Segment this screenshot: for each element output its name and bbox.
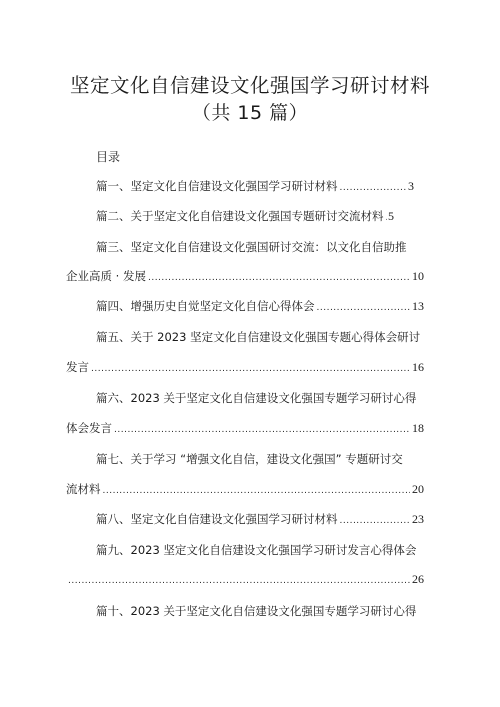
leader-dots <box>148 273 410 283</box>
toc-entry-2[interactable] <box>96 208 394 224</box>
toc-entry-page: 13 <box>412 299 424 313</box>
leader-dots <box>91 364 410 374</box>
toc-entry-5-line1[interactable]: 篇五、关于 2023 坚定文化自信建设文化强国专题心得体会研讨 <box>96 330 421 344</box>
toc-entry-9-line1[interactable]: 篇九、2023 坚定文化自信建设文化强国学习研讨发言心得体会 <box>96 543 417 557</box>
toc-entry-page: 5 <box>388 209 394 223</box>
leader-dots <box>386 213 387 223</box>
toc-entry-title: 篇八、坚定文化自信建设文化强国学习研讨材料 <box>96 512 338 526</box>
toc-entry-title: 体会发言 <box>66 421 112 435</box>
toc-entry-page: 18 <box>412 421 424 435</box>
leader-dots <box>340 183 407 193</box>
toc-entry-page: 3 <box>408 179 414 193</box>
toc-entry-page: 23 <box>412 512 424 526</box>
toc-entry-6-line1[interactable]: 篇六、2023 关于坚定文化自信建设文化强国专题学习研讨心得 <box>96 391 417 405</box>
toc-entry-title: 篇一、坚定文化自信建设文化强国学习研讨材料 <box>96 179 338 193</box>
toc-entry-title: 流材料 <box>66 482 101 496</box>
toc-entry-4[interactable] <box>96 298 424 314</box>
toc-entry-8[interactable] <box>96 511 424 527</box>
toc-entry-title: 发言 <box>66 360 89 374</box>
toc-entry-title: 篇四、增强历史自觉坚定文化自信心得体会 <box>96 299 315 313</box>
leader-dots <box>68 576 410 586</box>
toc-entry-7-line1[interactable]: 篇七、关于学习 “增强文化自信，建设文化强国” 专题研讨交 <box>96 452 403 466</box>
toc-entry-3-line1[interactable]: 篇三、坚定文化自信建设文化强国研讨交流：以文化自信助推 <box>96 240 407 254</box>
document-subtitle: （共 15 篇） <box>191 102 309 124</box>
toc-entry-10-line1[interactable]: 篇十、2023 关于坚定文化自信建设文化强国专题学习研讨心得 <box>96 604 417 618</box>
toc-entry-9[interactable] <box>66 572 424 587</box>
leader-dots <box>114 425 410 435</box>
leader-dots <box>317 303 411 313</box>
toc-entry-1[interactable] <box>96 178 414 194</box>
toc-entry-page: 10 <box>412 269 424 283</box>
toc-entry-page: 20 <box>412 482 424 496</box>
toc-entry-6[interactable] <box>66 420 424 436</box>
leader-dots <box>340 516 411 526</box>
toc-entry-5[interactable] <box>66 359 424 375</box>
toc-entry-title: 企业高质 · 发展 <box>66 269 146 283</box>
toc-entry-7[interactable] <box>66 481 424 497</box>
toc-entry-page: 26 <box>412 572 424 586</box>
toc-heading: 目录 <box>96 150 121 164</box>
leader-dots <box>103 486 411 496</box>
document-title: 坚定文化自信建设文化强国学习研讨材料 <box>69 74 430 97</box>
toc-entry-page: 16 <box>412 360 424 374</box>
toc-entry-3[interactable] <box>66 268 424 284</box>
toc-entry-title: 篇二、关于坚定文化自信建设文化强国专题研讨交流材料 <box>96 209 384 223</box>
